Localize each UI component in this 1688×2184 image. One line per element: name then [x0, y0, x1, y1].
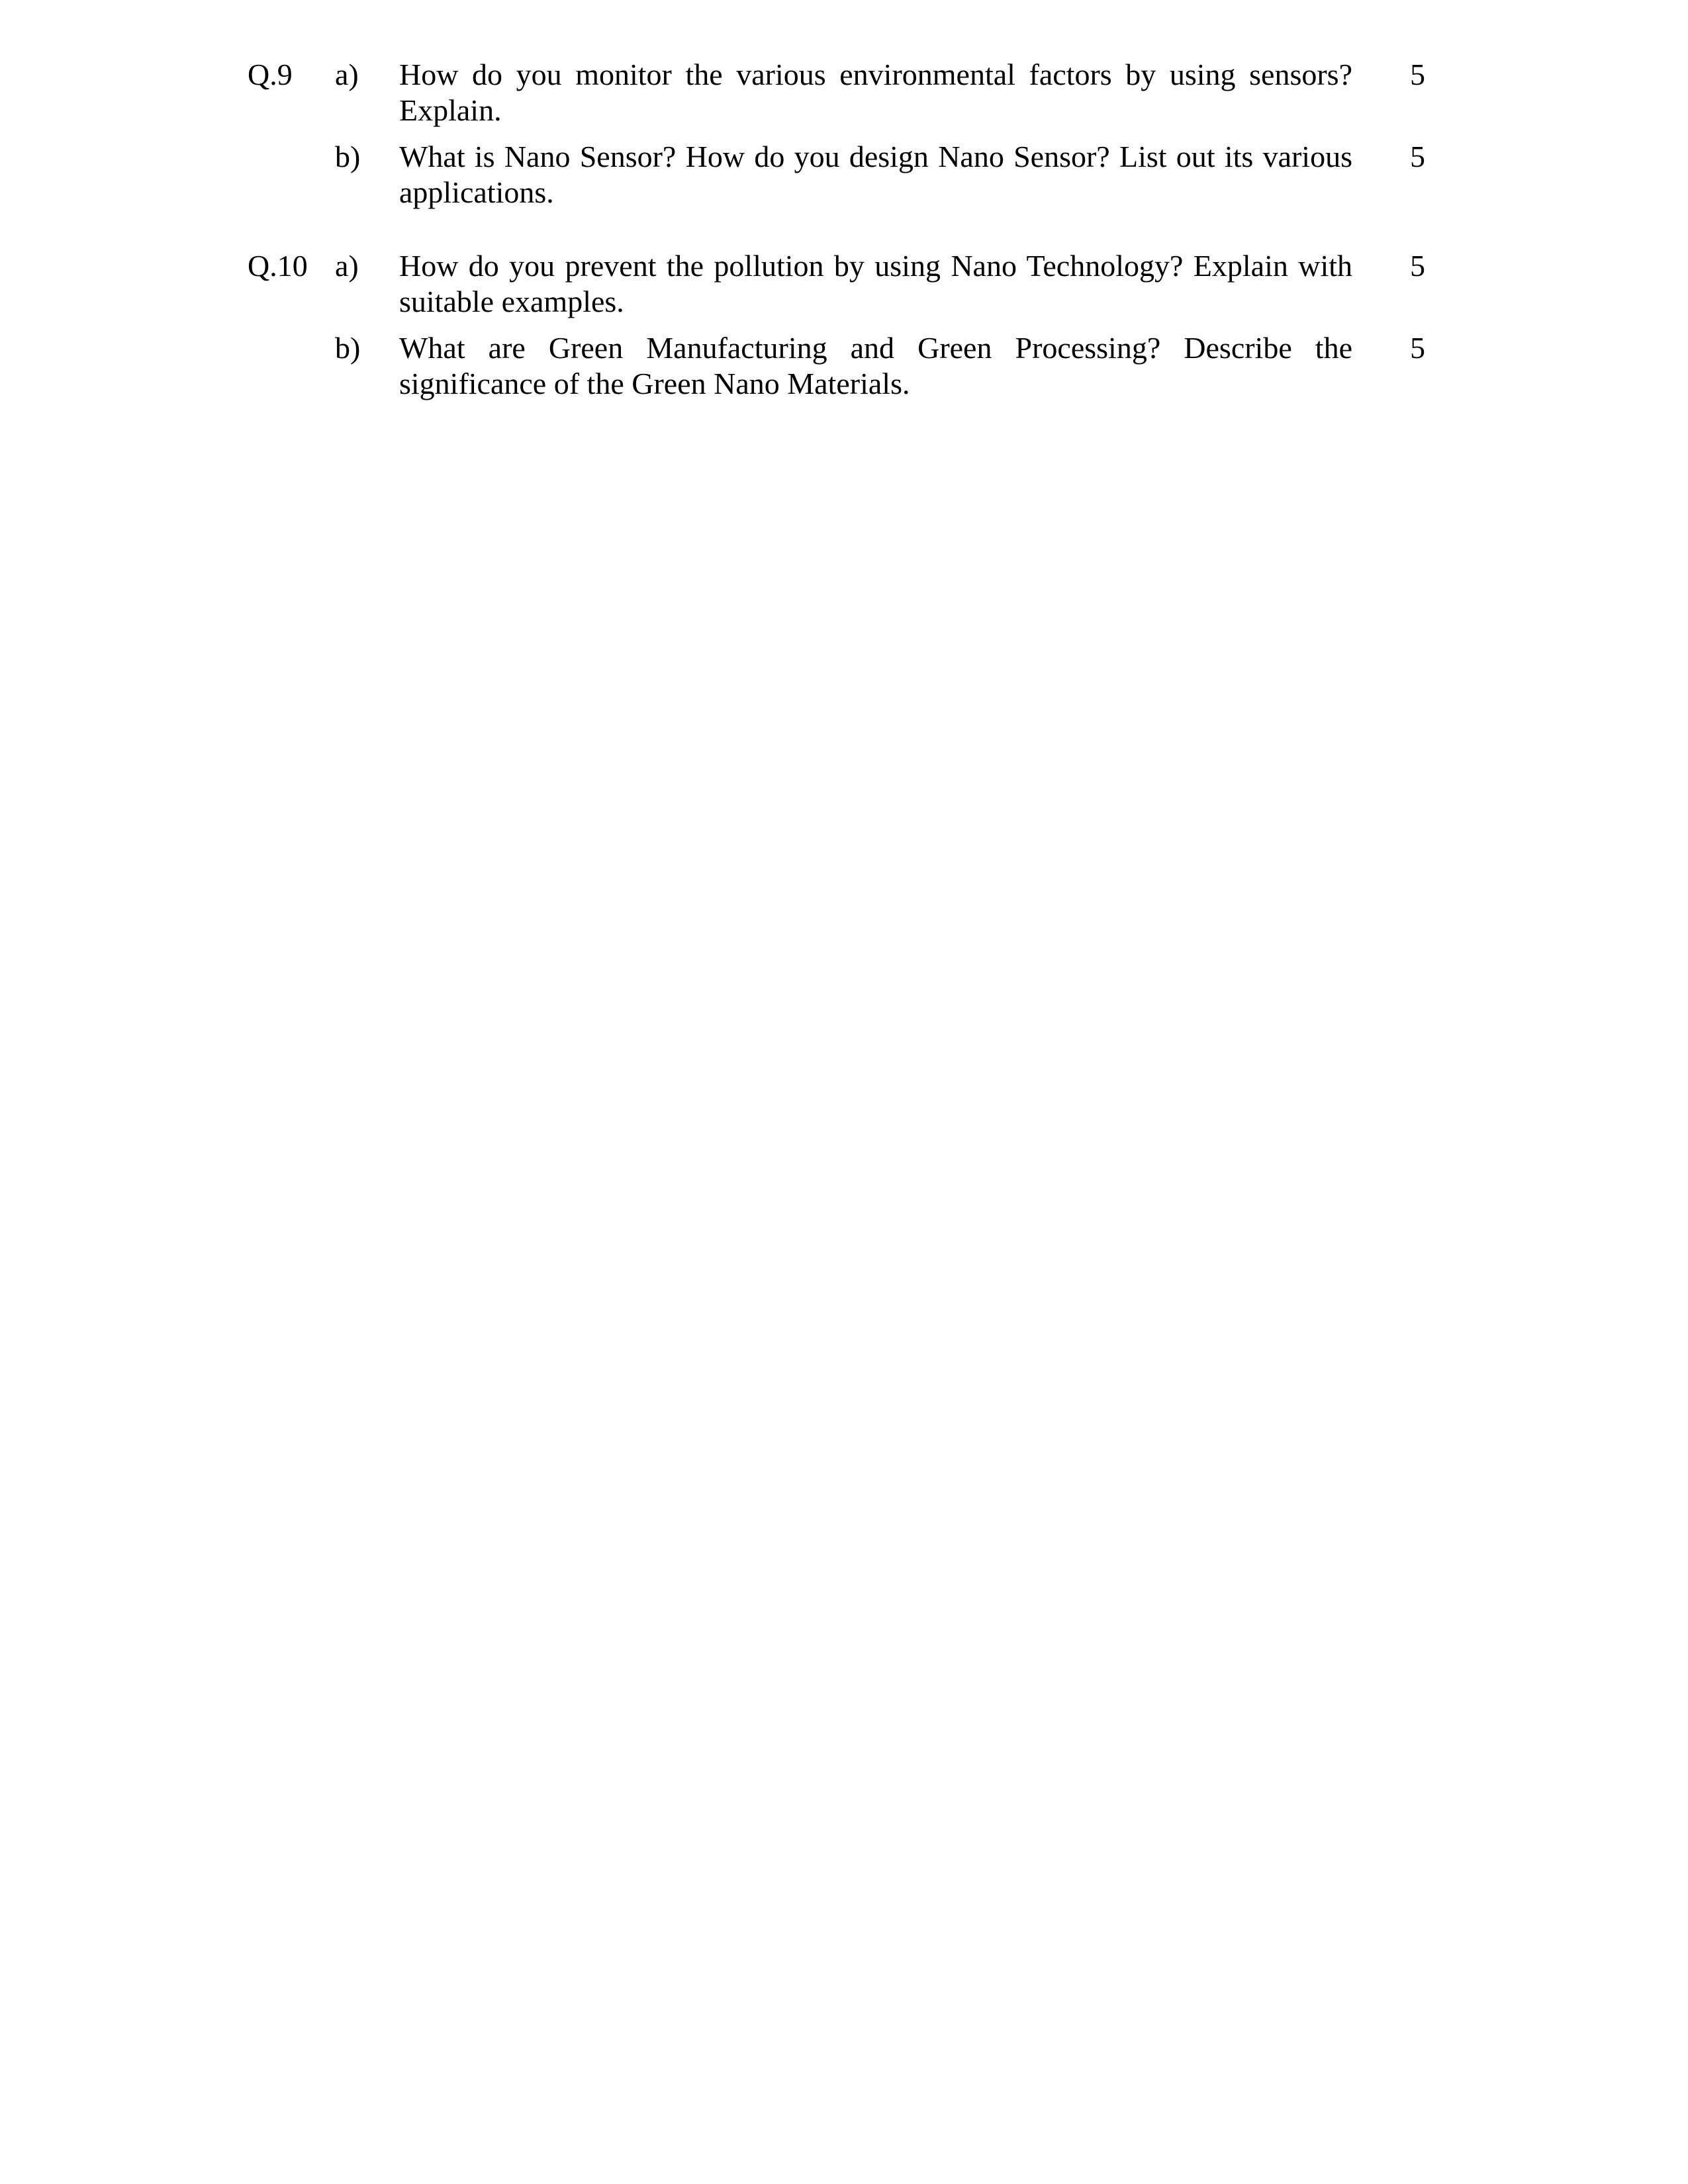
- question-number: Q.10: [248, 249, 308, 283]
- part-label: b): [335, 331, 361, 365]
- part-label: b): [335, 140, 361, 173]
- part-label: a): [335, 249, 359, 283]
- part-marks: 5: [1410, 249, 1425, 283]
- part-text: What are Green Manufacturing and Green Processing? Describe the significance of the Green Nano Materials.: [399, 331, 1352, 400]
- question-number: Q.9: [248, 58, 293, 91]
- part-text: How do you prevent the pollution by using Nano Technology? Explain with suitable examples.: [399, 249, 1352, 318]
- part-label: a): [335, 58, 359, 91]
- part-text: What is Nano Sensor? How do you design Nano Sensor? List out its various applications.: [399, 140, 1352, 209]
- part-marks: 5: [1410, 58, 1425, 91]
- part-marks: 5: [1410, 140, 1425, 173]
- part-marks: 5: [1410, 331, 1425, 365]
- part-text: How do you monitor the various environmental factors by using sensors? Explain.: [399, 58, 1352, 127]
